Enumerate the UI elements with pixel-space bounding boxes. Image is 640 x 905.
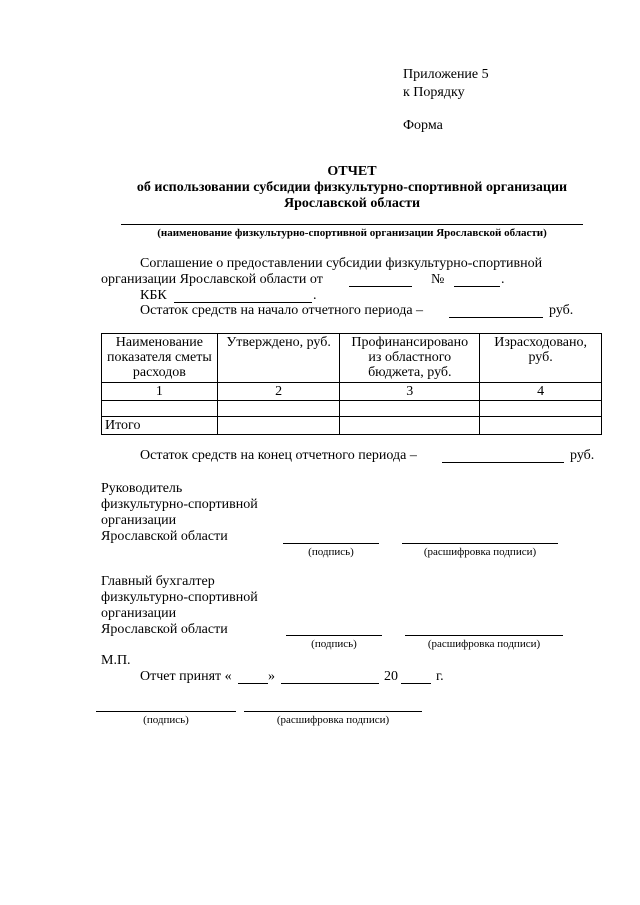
balance-start-line (449, 317, 543, 318)
table-row (102, 401, 602, 417)
head-decode-line (402, 543, 558, 544)
table-cell (480, 417, 602, 435)
balance-end-line (442, 462, 564, 463)
agreement-number-line (454, 286, 500, 287)
table-cell (217, 417, 340, 435)
balance-end-label: Остаток средств на конец отчетного периода – (140, 448, 417, 463)
head-title-line1: Руководитель (101, 481, 183, 496)
accountant-signature-caption: (подпись) (311, 638, 357, 650)
total-label: Итого (102, 417, 218, 435)
head-title-line3: организации (101, 513, 177, 528)
table-cell (217, 401, 340, 417)
accountant-signature-line (286, 635, 382, 636)
acceptor-decode-caption: (расшифровка подписи) (276, 714, 390, 726)
table-cell (340, 417, 480, 435)
document-subtitle-line2: Ярославской области (283, 196, 421, 211)
agreement-period: . (501, 272, 505, 287)
agreement-date-line (349, 286, 412, 287)
form-label: Форма (403, 118, 443, 133)
kbk-period: . (313, 288, 317, 303)
header-indicator: Наименование показателя сметы расходов (102, 334, 218, 383)
accountant-title-line1: Главный бухгалтер (101, 574, 215, 589)
balance-start-currency: руб. (549, 303, 574, 318)
accepted-day-line (238, 683, 268, 684)
org-name-caption: (наименование физкультурно-спортивной организации Ярославской области) (157, 227, 547, 239)
agreement-number-sign: № (431, 272, 445, 287)
order-label: к Порядку (403, 85, 465, 100)
acceptor-signature-caption: (подпись) (143, 714, 189, 726)
table-cell (340, 401, 480, 417)
accountant-decode-line (405, 635, 563, 636)
accepted-year-line (401, 683, 431, 684)
accountant-title-line2: физкультурно-спортивной (101, 590, 258, 605)
head-title-line2: физкультурно-спортивной (101, 497, 258, 512)
acceptor-signature-line (96, 711, 236, 712)
table-number-row (102, 383, 602, 401)
stamp-label: М.П. (101, 653, 131, 668)
acceptor-decode-line (244, 711, 422, 712)
table-cell (480, 401, 602, 417)
accountant-title-line3: организации (101, 606, 177, 621)
table-cell (102, 401, 218, 417)
head-signature-line (283, 543, 379, 544)
head-title-line4: Ярославской области (101, 529, 228, 544)
accepted-year-prefix: 20 (384, 669, 398, 684)
accountant-title-line4: Ярославской области (101, 622, 228, 637)
header-financed: Профинансировано из областного бюджета, руб. (340, 334, 480, 383)
expense-table (101, 333, 602, 435)
document-title: ОТЧЕТ (327, 164, 377, 179)
accepted-month-line (281, 683, 379, 684)
column-number: 1 (102, 383, 218, 401)
header-spent: Израсходовано, руб. (480, 334, 602, 383)
column-number: 2 (217, 383, 340, 401)
org-name-line (121, 224, 583, 225)
column-number: 4 (480, 383, 602, 401)
document-subtitle-line1: об использовании субсидии физкультурно-спортивной организации (136, 180, 568, 195)
kbk-label: КБК (140, 288, 167, 303)
head-signature-caption: (подпись) (308, 546, 354, 558)
head-decode-caption: (расшифровка подписи) (423, 546, 537, 558)
table-header-row (102, 334, 602, 383)
accepted-year-suffix: г. (436, 669, 444, 684)
column-number: 3 (340, 383, 480, 401)
table-total-row (102, 417, 602, 435)
appendix-label: Приложение 5 (403, 67, 489, 82)
accountant-decode-caption: (расшифровка подписи) (427, 638, 541, 650)
accepted-prefix: Отчет принят « (140, 669, 232, 684)
balance-end-currency: руб. (570, 448, 595, 463)
accepted-quote-close: » (268, 669, 275, 684)
balance-start-label: Остаток средств на начало отчетного периода – (140, 303, 424, 318)
header-approved: Утверждено, руб. (217, 334, 340, 383)
agreement-line1: Соглашение о предоставлении субсидии физкультурно-спортивной (140, 256, 543, 271)
agreement-line2: организации Ярославской области от (101, 272, 323, 287)
